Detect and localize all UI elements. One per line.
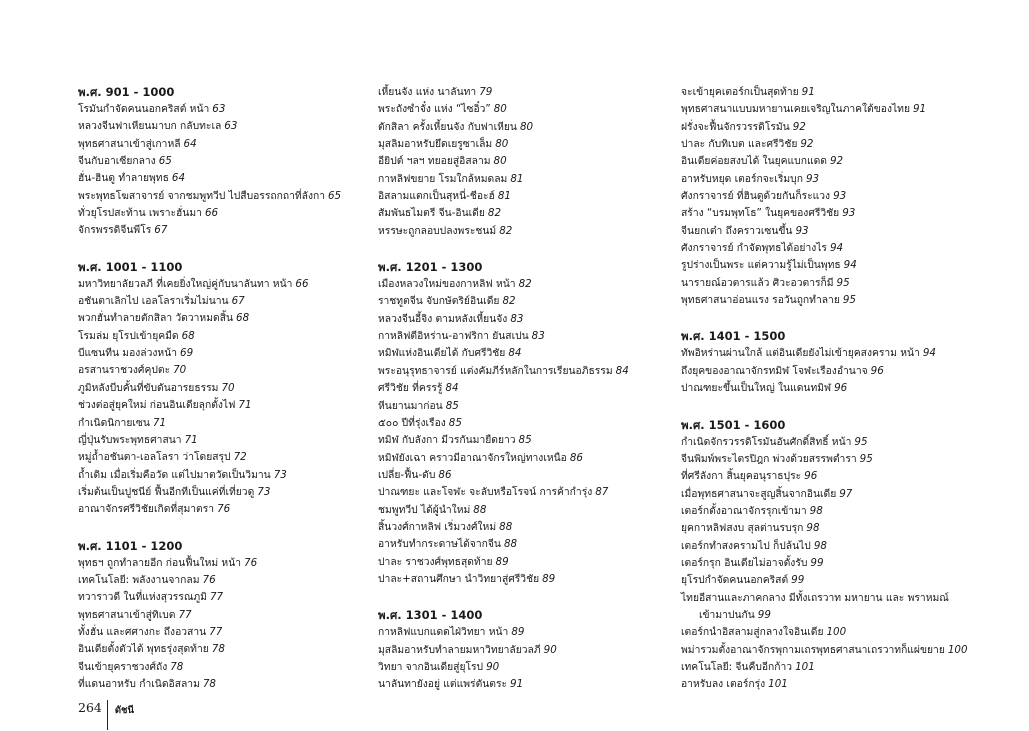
index-section [378, 84, 678, 240]
index-entry [681, 520, 981, 537]
entry-text: ปาละ ราชวงศ์พุทธสุดท้าย [378, 555, 493, 568]
entry-page-number: 89 [495, 555, 509, 568]
entry-page-number: 94 [829, 242, 844, 255]
index-entry [681, 188, 981, 205]
entry-text: หมิฬแห่งอินเดียได้ กับศรีวิชัย [378, 347, 506, 360]
index-entry [681, 503, 981, 520]
index-entry [378, 571, 678, 588]
index-entry [378, 101, 678, 118]
entry-text: หลวงจีนอี้จิง ตามหลังเหี้ยนจัง [378, 312, 508, 325]
entry-text: ถ้ำเดิม เมื่อเริ่มคือวัด แต่ไปมาตวัดเป็นวิมาน [78, 468, 271, 481]
entry-page-number: 88 [499, 520, 513, 533]
entry-text: ยุคกาหลิฟสงบ สุลต่านรบรุก [681, 522, 804, 535]
entry-text: ทวาราวดี ในที่แห่งสุวรรณภูมิ [78, 591, 207, 604]
section-title: พ.ศ. 1001 - 1100 [78, 259, 183, 274]
entry-text: ทั่วยุโรปสะท้าน เพราะฮั่นมา [78, 207, 202, 220]
index-section [378, 607, 678, 693]
entry-page-number: 73 [273, 468, 287, 481]
entry-text: กาหลิฟตีอิหร่าน-อาฟริกา ยันสเปน [378, 330, 529, 343]
entry-page-number: 93 [833, 190, 847, 203]
entry-text: อาณาจักรศรีวิชัยเกิดที่สุมาตรา [78, 503, 215, 516]
entry-page-number: 86 [438, 468, 452, 481]
index-entry [378, 502, 678, 519]
entry-text: หมู่ถ้ำอชันตา-เอลโลรา ว่าโดยสรุป [78, 451, 231, 464]
entry-page-number: 63 [212, 103, 226, 115]
index-entry [681, 555, 981, 572]
entry-text: เปลี่ย-ฟื้น-ดับ [378, 468, 436, 481]
entry-page-number: 100 [826, 626, 847, 639]
entry-text: ปาณฑยะ และโจฬะ จะลับหรือโรจน์ การค้ากำรุ่ง [378, 486, 593, 499]
entry-text: ปาณฑยะขึ้นเป็นใหญ่ ในแดนทมิฬ [681, 382, 832, 395]
entry-page-number: 76 [202, 573, 216, 586]
index-entry [681, 451, 981, 468]
section-title: พ.ศ. 1501 - 1600 [681, 417, 786, 432]
entry-text: ศังกราจารย์ กำจัดพุทธได้อย่างไร [681, 242, 827, 255]
entry-page-number: 67 [231, 295, 245, 308]
entry-text: นาลันทายังอยู่ แต่แพร่ตันตระ [378, 678, 508, 691]
entry-text: ไทยอีสานและภาคกลาง มีทั้งเถรวาท มหายาน และ พราหมณ์ [681, 591, 949, 604]
index-entry [378, 467, 678, 484]
entry-text: เตอร์กรุก อินเดียไม่อาจตั้งรับ [681, 556, 808, 569]
index-entry [78, 118, 378, 135]
index-column-1 [78, 84, 378, 712]
index-entry [78, 153, 378, 170]
entry-page-number: 69 [180, 347, 194, 360]
entry-text: พุทธศาสนาเข้าสู่เกาหลี [78, 137, 181, 150]
entry-text: อาหรับหยุด เตอร์กจะเริ่มบุก [681, 172, 803, 185]
index-entry [378, 536, 678, 553]
index-section [78, 84, 378, 240]
entry-page-number: 96 [870, 364, 884, 377]
index-entry [681, 659, 981, 676]
entry-page-number: 64 [171, 172, 185, 185]
index-entry [681, 468, 981, 485]
index-entry [378, 311, 678, 328]
entry-page-number: 66 [204, 207, 219, 220]
entry-page-number: 95 [842, 294, 856, 307]
entry-page-number: 71 [184, 433, 198, 446]
index-entry [78, 362, 378, 379]
entry-text: ปาละ กับทิเบต และศรีวิชัย [681, 138, 798, 151]
entry-page-number: 101 [795, 660, 815, 673]
entry-text: ยุโรปกำจัดคนนอกคริสต์ [681, 574, 789, 587]
index-section [681, 328, 981, 397]
index-entry [378, 276, 678, 293]
entry-page-number: 84 [615, 364, 629, 377]
section-title: พ.ศ. 1201 - 1300 [378, 260, 483, 275]
entry-page-number: 90 [543, 643, 557, 656]
entry-text: จีนเข้ายุคราชวงศ์ถัง [78, 660, 168, 673]
index-entry [78, 170, 378, 187]
index-section [378, 259, 678, 588]
entry-text: บีแซนทีน มองล่วงหน้า [78, 347, 178, 360]
index-entry [78, 136, 378, 153]
index-entry [78, 572, 378, 589]
entry-page-number: 68 [181, 329, 195, 342]
entry-page-number: 83 [531, 330, 545, 343]
index-entry [78, 484, 378, 501]
index-entry [78, 501, 378, 518]
index-entry [378, 398, 678, 415]
entry-page-number: 82 [487, 207, 501, 220]
entry-text: หมิฬยังเฉา คราวมีอาณาจักรใหญ่ทางเหนือ [378, 451, 567, 464]
index-entry [78, 624, 378, 641]
section-title: พ.ศ. 1301 - 1400 [378, 608, 483, 623]
index-entry [78, 345, 378, 362]
entry-page-number: 66 [295, 277, 309, 290]
entry-page-number: 84 [445, 382, 459, 395]
index-entry [78, 205, 378, 222]
entry-page-number: 93 [795, 224, 809, 237]
index-section [78, 538, 378, 694]
entry-text: หรรษะถูกลอบปลงพระชนม์ [378, 224, 497, 237]
index-entry [378, 450, 678, 467]
page-number: 264 [78, 700, 102, 715]
entry-page-number: 88 [473, 503, 487, 516]
entry-page-number: 81 [510, 172, 524, 185]
entry-text: อาหรับทำกระดาษได้จากจีน [378, 538, 501, 551]
entry-page-number: 83 [510, 312, 524, 325]
entry-page-number: 93 [842, 207, 856, 220]
entry-text: ชมพูทวีป ได้ผู้นำใหม่ [378, 503, 471, 516]
index-entry [378, 484, 678, 501]
index-section [78, 259, 378, 519]
entry-page-number: 71 [238, 399, 252, 412]
entry-text: สิ้นวงศ์กาหลิฟ เริ่มวงศ์ใหม่ [378, 520, 497, 533]
index-column-2 [378, 84, 678, 713]
index-entry [78, 310, 378, 327]
index-entry [681, 380, 981, 397]
entry-text: หลวงจีนฟาเหียนมาบก กลับทะเล [78, 120, 222, 133]
index-entry [78, 641, 378, 658]
index-entry [78, 397, 378, 414]
entry-page-number: 82 [502, 295, 516, 308]
entry-page-number: 77 [209, 591, 224, 604]
entry-page-number: 90 [486, 660, 500, 673]
entry-page-number: 71 [152, 416, 167, 429]
index-entry [78, 607, 378, 624]
index-entry [378, 205, 678, 222]
entry-text: อรสานราชวงศ์คุปตะ [78, 364, 171, 377]
entry-page-number: 80 [519, 120, 534, 133]
index-entry [378, 676, 678, 693]
entry-page-number: 99 [791, 574, 805, 587]
entry-page-number: 76 [217, 503, 231, 516]
index-entry [78, 222, 378, 239]
index-entry [378, 554, 678, 571]
entry-page-number: 100 [947, 643, 968, 656]
entry-text: เทคโนโลยี: จีนคืบอีกก้าว [681, 660, 793, 673]
entry-text: อชันตาเลิกไป เอลโลราเริ่มไม่นาน [78, 295, 229, 308]
entry-page-number: 67 [154, 224, 168, 237]
entry-text: ที่ศรีลังกา สิ้นยุคอนุราธปุระ [681, 470, 802, 483]
entry-text: อิสลามแตกเป็นสุหนี่-ชีอะฮ์ [378, 190, 495, 203]
entry-text: พระพุทธโฆสาจารย์ จากชมพูทวีป ไปสืบอรรถกถาที่ลังกา [78, 189, 325, 202]
index-entry [681, 590, 981, 607]
index-entry [681, 572, 981, 589]
entry-page-number: 99 [757, 608, 771, 621]
index-entry [78, 676, 378, 693]
entry-text: ภูมิหลังบีบคั้นที่ขับดันอารยธรรม [78, 381, 219, 394]
index-entry [378, 519, 678, 536]
entry-page-number: 78 [202, 677, 216, 690]
entry-page-number: 89 [542, 572, 556, 585]
entry-text: พระถังซำจั๋ง แห่ง “ไซอิ๋ว” [378, 103, 491, 116]
entry-text: เข้ามาปนกัน [699, 608, 755, 621]
index-entry [681, 136, 981, 153]
section-title: พ.ศ. 1401 - 1500 [681, 329, 786, 344]
index-entry [78, 293, 378, 310]
entry-page-number: 80 [493, 155, 507, 168]
entry-page-number: 82 [518, 278, 532, 291]
index-entry [681, 434, 981, 451]
entry-page-number: 65 [158, 155, 172, 168]
entry-page-number: 89 [511, 626, 525, 639]
index-entry [681, 642, 981, 659]
entry-text: นารายณ์อวตารแล้ว ศิวะอวตารก็มี [681, 276, 834, 289]
entry-page-number: 97 [839, 487, 853, 500]
index-entry [378, 188, 678, 205]
index-entry [378, 171, 678, 188]
index-entry [681, 240, 981, 257]
entry-page-number: 77 [209, 625, 223, 638]
index-entry [681, 257, 981, 274]
entry-text: อินเดียตั้งตัวได้ พุทธรุ่งสุดท้าย [78, 643, 209, 656]
index-column-3 [681, 84, 981, 713]
index-entry [681, 363, 981, 380]
entry-page-number: 65 [328, 189, 342, 202]
entry-text: ญี่ปุ่นรับพระพุทธศาสนา [78, 433, 182, 446]
entry-text: พุทธศาสนาแบบมหายานเคยเจริญในภาคใต้ของไทย [681, 103, 910, 116]
entry-text: ศังกราจารย์ ที่ฮินดูด้วยกันก็ระแวง [681, 190, 831, 203]
entry-page-number: 98 [813, 539, 827, 552]
entry-page-number: 73 [257, 485, 271, 498]
index-entry [78, 380, 378, 397]
index-entry [78, 449, 378, 466]
index-entry [78, 276, 378, 293]
section-title: พ.ศ. 1101 - 1200 [78, 538, 183, 553]
entry-page-number: 95 [854, 435, 868, 448]
index-entry [78, 415, 378, 432]
index-section [681, 84, 981, 309]
entry-text: อียิปต์ ฯลฯ ทยอยสู่อิสลาม [378, 155, 491, 168]
entry-text: เริ่มต้นเป็นปูชนีย์ ฟื้นอีกทีเป็นแค่ที่เที่ยวดู [78, 485, 255, 498]
entry-page-number: 91 [801, 86, 815, 98]
entry-page-number: 99 [810, 556, 824, 569]
index-entry [681, 119, 981, 136]
index-entry [378, 642, 678, 659]
index-entry [78, 589, 378, 606]
entry-page-number: 78 [211, 643, 225, 656]
entry-page-number: 85 [518, 434, 532, 447]
entry-text: จีนกับอาเซียกลาง [78, 155, 156, 168]
entry-page-number: 72 [233, 451, 247, 464]
index-entry [378, 293, 678, 310]
entry-page-number: 76 [244, 556, 258, 569]
index-entry [378, 328, 678, 345]
entry-page-number: 70 [173, 364, 187, 377]
index-entry [681, 676, 981, 693]
entry-text: เตอร์กนำอิสลามสู่กลางใจอินเดีย [681, 626, 824, 639]
entry-text: เมืองหลวงใหม่ของกาหลิฟ หน้า [378, 278, 516, 291]
entry-page-number: 79 [479, 86, 493, 98]
section-title: พ.ศ. 901 - 1000 [78, 85, 175, 99]
index-entry [681, 153, 981, 170]
entry-page-number: 86 [569, 451, 583, 464]
index-entry [78, 659, 378, 676]
entry-text: ฝรั่งจะฟื้นจักรวรรดิโรมัน [681, 120, 790, 133]
index-entry [681, 486, 981, 503]
index-entry [378, 136, 678, 153]
entry-text: หีนยานมาก่อน [378, 399, 443, 412]
entry-text: ๕๐๐ ปีที่รุ่งเรือง [378, 416, 446, 429]
entry-page-number: 88 [503, 538, 518, 551]
index-entry [378, 415, 678, 432]
entry-page-number: 92 [829, 155, 844, 168]
entry-page-number: 87 [595, 486, 609, 499]
entry-text: ช่วงต่อสู่ยุคใหม่ ก่อนอินเดียลุกตั้งไฟ [78, 399, 236, 412]
entry-text: โรมันกำจัดคนนอกคริสต์ หน้า [78, 103, 210, 115]
entry-page-number: 94 [843, 259, 857, 272]
index-entry [78, 555, 378, 572]
entry-text: กำเนิดนิกายเซน [78, 416, 150, 429]
entry-text: มุสลิมอาหรับยึดเยรูซาเล็ม [378, 138, 493, 151]
entry-text: ทั้งฮั่น และศศางกะ ถึงอวสาน [78, 625, 207, 638]
entry-text: กาหลิฟขยาย โรมใกล้หมดลม [378, 172, 508, 185]
index-entry [78, 328, 378, 345]
entry-text: พุทธฯ ถูกทำลายอีก ก่อนฟื้นใหม่ หน้า [78, 556, 242, 569]
index-entry [378, 363, 678, 380]
index-entry [681, 624, 981, 641]
index-entry [378, 223, 678, 240]
index-entry [378, 153, 678, 170]
entry-page-number: 82 [499, 224, 513, 237]
entry-text: ศรีวิชัย ที่ครรรู้ [378, 382, 443, 395]
index-entry [681, 275, 981, 292]
entry-page-number: 101 [768, 678, 788, 691]
entry-text: เทคโนโลยี: พลังงานจากลม [78, 573, 200, 586]
entry-text: โรมล่ม ยุโรปเข้ายุคมืด [78, 329, 179, 342]
index-entry [378, 380, 678, 397]
entry-page-number: 68 [236, 312, 250, 325]
index-entry [378, 432, 678, 449]
index-entry [681, 101, 981, 118]
index-section [681, 417, 981, 694]
entry-text: เตอร์กทำสงครามไป ก็ปล้นไป [681, 539, 811, 552]
entry-page-number: 63 [224, 120, 238, 133]
entry-text: กำเนิดจักรวรรดิโรมันอันศักดิ์สิทธิ์ หน้า [681, 435, 852, 448]
entry-text: พุทธศาสนาเข้าสู่ทิเบต [78, 608, 176, 621]
page-footer [78, 700, 134, 730]
entry-text: ฮั่น-ฮินดู ทำลายพุทธ [78, 172, 169, 185]
entry-page-number: 92 [792, 120, 806, 133]
entry-text: จักรพรรดิจีนพีโร [78, 224, 152, 237]
index-entry [681, 205, 981, 222]
footer-title: ดัชนี [114, 705, 134, 716]
entry-text: ราชทูตจีน จับกษัตริย์อินเดีย [378, 295, 500, 308]
entry-page-number: 81 [497, 190, 511, 203]
entry-text: พุทธศาสนาอ่อนแรง รอวันถูกทำลาย [681, 294, 840, 307]
index-entry [681, 171, 981, 188]
entry-page-number: 85 [448, 416, 462, 429]
entry-page-number: 96 [834, 382, 848, 395]
index-entry [378, 345, 678, 362]
entry-page-number: 93 [805, 172, 820, 185]
entry-page-number: 95 [859, 452, 873, 465]
entry-page-number: 92 [800, 138, 814, 151]
entry-page-number: 84 [508, 347, 522, 360]
entry-text: พม่ารวมตั้งอาณาจักรพุกามเถรพุทธศาสนาเถรวาทก็แผ่ขยาย [681, 643, 945, 656]
entry-text: อินเดียค่อยสงบได้ ในยุคแบกแดด [681, 155, 827, 168]
entry-text: มุสลิมอาหรับทำลายมหาวิทยาลัยวลภี [378, 643, 541, 656]
index-entry [378, 84, 678, 101]
entry-text: ถึงยุคของอาณาจักรทมิฬ โจฬะเรืองอำนาจ [681, 364, 868, 377]
entry-text: รูปร่างเป็นพระ แต่ความรู้ไม่เป็นพุทธ [681, 259, 841, 272]
index-entry [681, 345, 981, 362]
entry-text: อาหรับลง เตอร์กรุ่ง [681, 678, 766, 691]
index-entry [378, 119, 678, 136]
index-entry [681, 538, 981, 555]
entry-page-number: 78 [170, 660, 184, 673]
entry-page-number: 70 [221, 381, 235, 394]
entry-page-number: 94 [922, 347, 936, 360]
entry-page-number: 77 [178, 608, 192, 621]
entry-page-number: 91 [913, 103, 927, 116]
index-entry [378, 659, 678, 676]
entry-text: ตักสิลา ครั้งเหี้ยนจัง กับฟาเหียน [378, 120, 517, 133]
entry-page-number: 85 [445, 399, 459, 412]
index-entry [681, 84, 981, 101]
index-entry [78, 467, 378, 484]
index-entry [681, 292, 981, 309]
entry-text: ทมิฬ กับลังกา มีวรกันมายืดยาว [378, 434, 516, 447]
entry-text: ที่แดนอาหรับ กำเนิดอิสลาม [78, 677, 200, 690]
entry-text: เมื่อพุทธศาสนาจะสูญสิ้นจากอินเดีย [681, 487, 837, 500]
entry-text: พวกฮั่นทำลายตักสิลา วัดวาหมดสิ้น [78, 312, 234, 325]
entry-text: เหี้ยนจัง แห่ง นาลันทา [378, 86, 477, 98]
entry-page-number: 95 [836, 276, 850, 289]
index-entry [681, 607, 981, 624]
index-entry [78, 432, 378, 449]
entry-text: จีนยกเต๋า ถึงคราวเซนขึ้น [681, 224, 793, 237]
entry-page-number: 96 [804, 470, 818, 483]
entry-text: พระอนุรุทธาจารย์ แต่งคัมภีร์หลักในการเรียนอภิธรรม [378, 364, 613, 377]
entry-text: เตอร์กตั้งอาณาจักรรุกเข้ามา [681, 504, 807, 517]
entry-page-number: 98 [806, 522, 820, 535]
entry-page-number: 98 [809, 504, 823, 517]
index-entry [78, 188, 378, 205]
entry-page-number: 91 [510, 678, 524, 691]
entry-text: ปาละ+สถานศึกษา นำวิทยาสู่ศรีวิชัย [378, 572, 540, 585]
entry-page-number: 80 [495, 138, 509, 151]
entry-text: วิทยา จากอินเดียสู่ยุโรป [378, 660, 484, 673]
entry-text: มหาวิทยาลัยวลภี ที่เคยยิ่งใหญ่คู่กับนาลันทา หน้า [78, 277, 293, 290]
index-entry [78, 101, 378, 118]
entry-text: สัมพันธไมตรี จีน-อินเดีย [378, 207, 485, 220]
entry-text: ทัพอิหร่านผ่านใกล้ แต่อินเดียยังไม่เข้ายุคสงคราม หน้า [681, 347, 920, 360]
index-entry [378, 624, 678, 641]
entry-page-number: 64 [183, 137, 197, 150]
entry-text: จะเข้ายุคเตอร์กเป็นสุดท้าย [681, 86, 799, 98]
entry-text: สร้าง “บรมพุทโธ” ในยุคของศรีวิชัย [681, 207, 840, 220]
entry-text: จีนพิมพ์พระไตรปิฎก พ่วงด้วยสรรพตำรา [681, 452, 857, 465]
index-entry [681, 223, 981, 240]
entry-page-number: 80 [493, 103, 507, 116]
entry-text: กาหลิฟแบกแดดไฝ่วิทยา หน้า [378, 626, 509, 639]
